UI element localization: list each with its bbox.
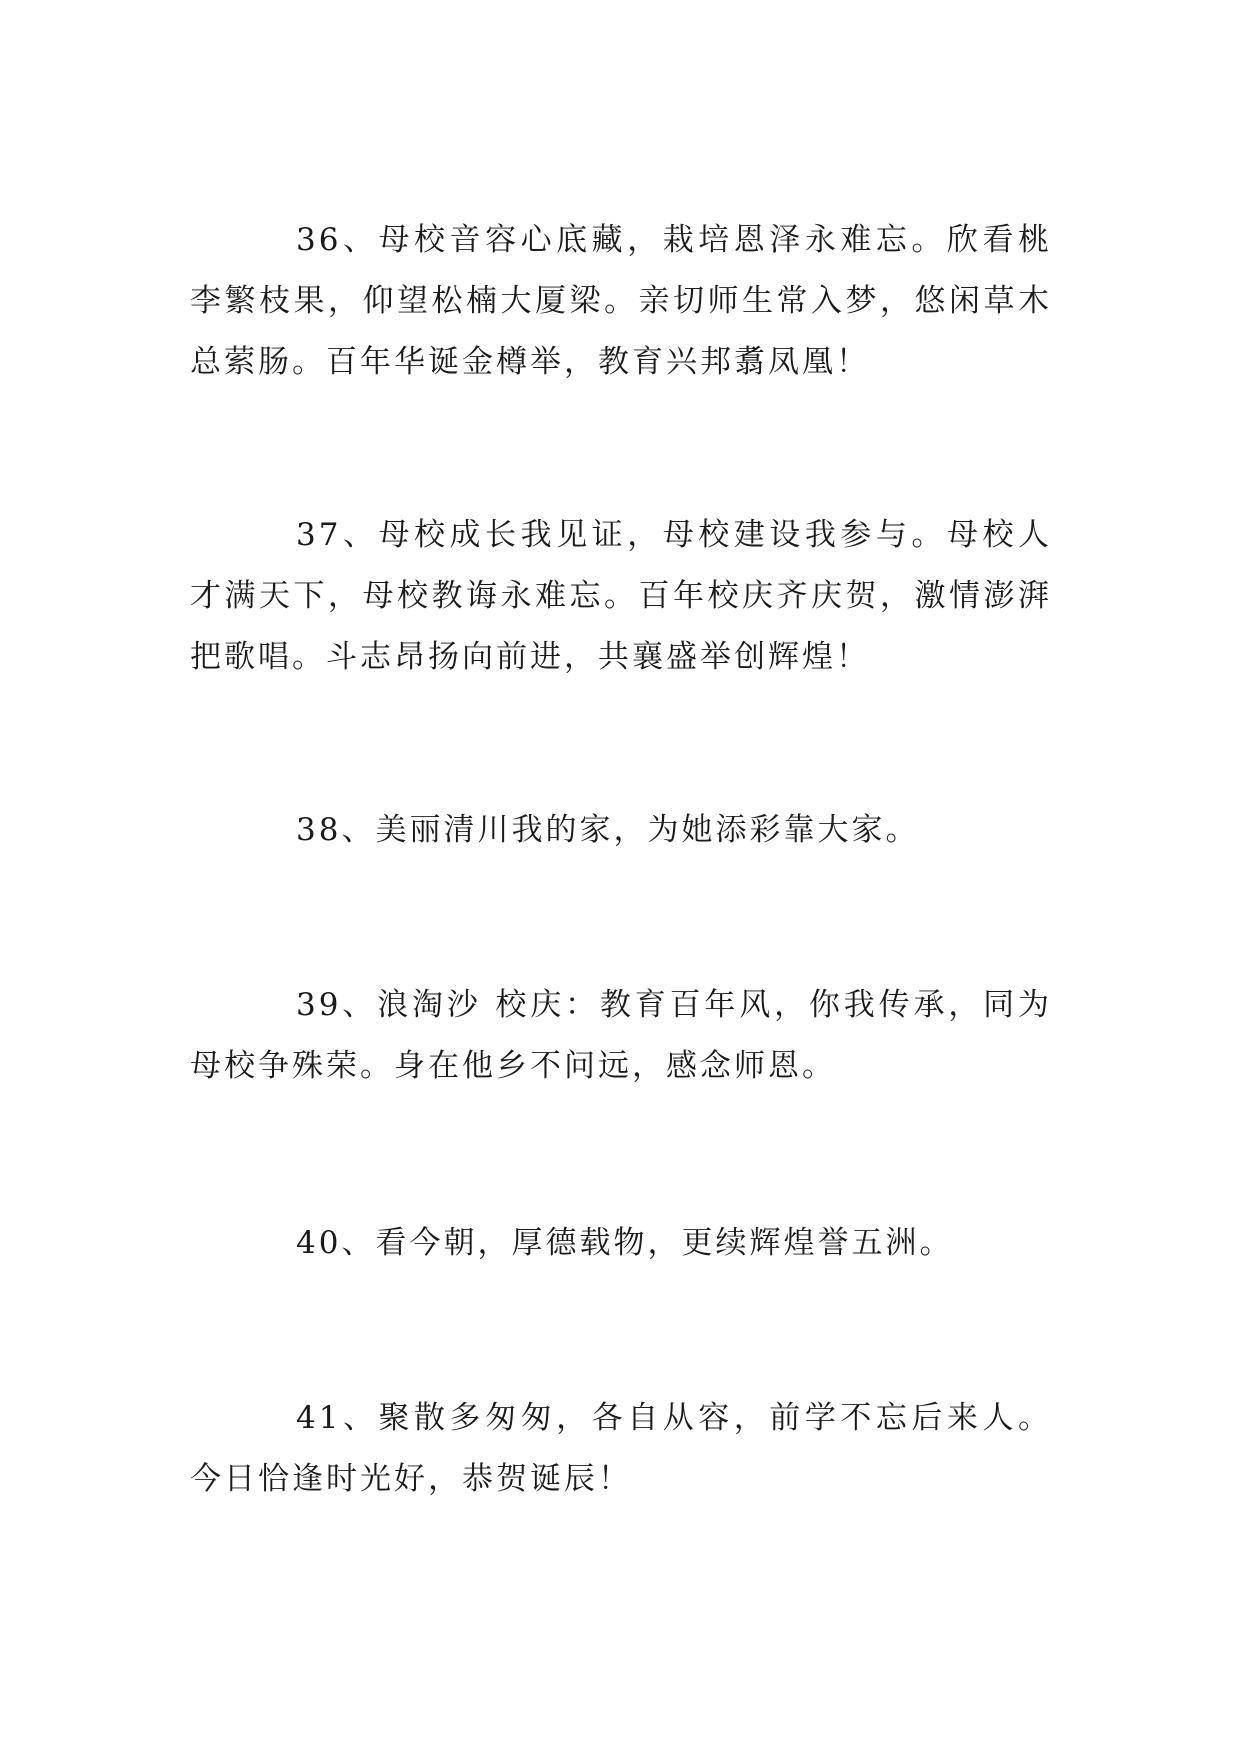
paragraph-38: 38、美丽清川我的家，为她添彩靠大家。 [296,812,920,848]
paragraph-36: 36、母校音容心底藏，栽培恩泽永难忘。欣看桃李繁枝果，仰望松楠大厦梁。亲切师生常入梦，悠闲草木总萦肠。百年华诞金樽举，教育兴邦翥凤凰！ [190,222,1052,380]
paragraph-41: 41、聚散多匆匆，各自从容，前学不忘后来人。今日恰逢时光好，恭贺诞辰！ [190,1400,1052,1497]
paragraph-37: 37、母校成长我见证，母校建设我参与。母校人才满天下，母校教诲永难忘。百年校庆齐庆贺，激情澎湃把歌唱。斗志昂扬向前进，共襄盛举创辉煌！ [190,517,1052,675]
paragraph-39: 39、浪淘沙 校庆：教育百年风，你我传承，同为母校争殊荣。身在他乡不问远，感念师恩。 [190,987,1052,1084]
paragraph-40: 40、看今朝，厚德载物，更续辉煌誉五洲。 [296,1225,954,1261]
